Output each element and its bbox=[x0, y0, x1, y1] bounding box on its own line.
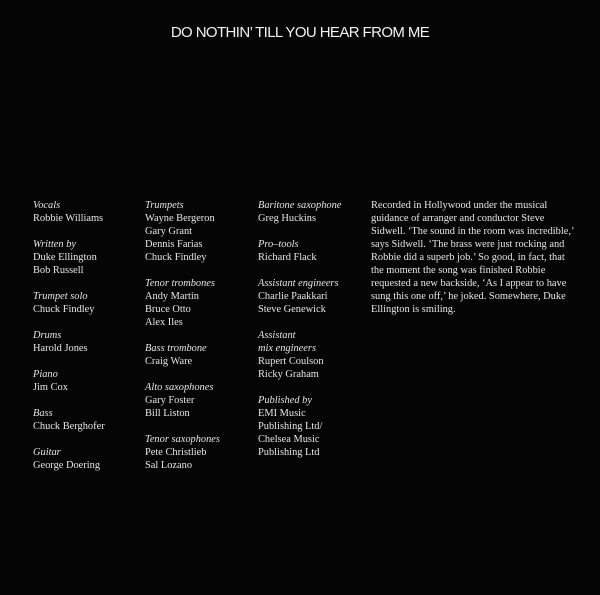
credit-role: Trumpets bbox=[145, 200, 184, 211]
credit-group bbox=[258, 277, 366, 316]
credit-group bbox=[33, 446, 133, 472]
credit-name: Steve Genewick bbox=[258, 304, 326, 315]
credit-role: Drums bbox=[33, 330, 62, 341]
credit-role: Alto saxophones bbox=[145, 382, 214, 393]
credit-name: Chelsea Music bbox=[258, 434, 320, 445]
credit-name: Bruce Otto bbox=[145, 304, 191, 315]
liner-notes-paragraph bbox=[371, 199, 576, 316]
paragraph-line: sung this one off,’ he joked. Somewhere, Duke bbox=[371, 291, 566, 302]
paragraph-line: says Sidwell. ‘The brass were just rocking and bbox=[371, 239, 565, 250]
paragraph-line: the moment the song was finished Robbie bbox=[371, 265, 546, 276]
credit-name: Bob Russell bbox=[33, 265, 84, 276]
credit-name: Sal Lozano bbox=[145, 460, 193, 471]
paragraph-line: Recorded in Hollywood under the musical bbox=[371, 200, 548, 211]
credit-role: Tenor trombones bbox=[145, 278, 215, 289]
credit-role: Vocals bbox=[33, 200, 61, 211]
credit-name: EMI Music bbox=[258, 408, 306, 419]
credit-name: Charlie Paakkari bbox=[258, 291, 328, 302]
credit-name: Dennis Farias bbox=[145, 239, 203, 250]
credit-name: Bill Liston bbox=[145, 408, 190, 419]
credit-name: Craig Ware bbox=[145, 356, 193, 367]
credit-name: Greg Huckins bbox=[258, 213, 317, 224]
paragraph-line: guidance of arranger and conductor Steve bbox=[371, 213, 545, 224]
credit-name: Wayne Bergeron bbox=[145, 213, 215, 224]
credit-name: Publishing Ltd/ bbox=[258, 421, 323, 432]
credit-group bbox=[258, 238, 366, 264]
credit-name: Gary Grant bbox=[145, 226, 193, 237]
credit-group bbox=[145, 433, 253, 472]
paragraph-line: Ellington is smiling. bbox=[371, 304, 456, 315]
paragraph-line: Sidwell. ‘The sound in the room was incredible,’ bbox=[371, 226, 575, 237]
credit-role: Bass trombone bbox=[145, 343, 207, 354]
credit-role: Assistant engineers bbox=[258, 278, 339, 289]
credits-column-3 bbox=[258, 199, 366, 472]
credit-role: Tenor saxophones bbox=[145, 434, 220, 445]
credits-column-2 bbox=[145, 199, 253, 485]
credit-role: Published by bbox=[258, 395, 312, 406]
credit-role: Guitar bbox=[33, 447, 61, 458]
credit-group bbox=[145, 381, 253, 420]
credit-group bbox=[258, 329, 366, 381]
credit-group bbox=[145, 342, 253, 368]
credit-group bbox=[33, 238, 133, 277]
credit-group bbox=[258, 199, 366, 225]
credit-name: Jim Cox bbox=[33, 382, 68, 393]
credit-name: Publishing Ltd bbox=[258, 447, 320, 458]
credit-role-continued: mix engineers bbox=[258, 343, 316, 354]
credit-group bbox=[33, 368, 133, 394]
credit-name: Chuck Berghofer bbox=[33, 421, 105, 432]
credit-name: Ricky Graham bbox=[258, 369, 319, 380]
credit-group bbox=[33, 290, 133, 316]
credit-group bbox=[145, 277, 253, 329]
credit-name: Andy Martin bbox=[145, 291, 199, 302]
credit-role: Bass bbox=[33, 408, 53, 419]
credit-name: Rupert Coulson bbox=[258, 356, 324, 367]
credit-group bbox=[145, 199, 253, 264]
credit-group bbox=[33, 329, 133, 355]
liner-notes bbox=[371, 199, 576, 316]
credit-name: Duke Ellington bbox=[33, 252, 97, 263]
credit-name: Alex Iles bbox=[145, 317, 183, 328]
page-title: DO NOTHIN’ TILL YOU HEAR FROM ME bbox=[170, 24, 430, 41]
credit-name: George Doering bbox=[33, 460, 101, 471]
credit-group bbox=[33, 199, 133, 225]
credit-name: Chuck Findley bbox=[33, 304, 95, 315]
credit-name: Chuck Findley bbox=[145, 252, 207, 263]
credits-column-1 bbox=[33, 199, 133, 485]
paragraph-line: requested a new backside, ‘As I appear to have bbox=[371, 278, 567, 289]
credit-name: Pete Christlieb bbox=[145, 447, 207, 458]
credit-group bbox=[258, 394, 366, 459]
credit-role: Written by bbox=[33, 239, 76, 250]
credit-role: Assistant bbox=[258, 330, 296, 341]
credit-group bbox=[33, 407, 133, 433]
credit-role: Pro–tools bbox=[258, 239, 299, 250]
credit-name: Richard Flack bbox=[258, 252, 317, 263]
credit-role: Trumpet solo bbox=[33, 291, 88, 302]
paragraph-line: Robbie did a superb job.’ So good, in fact, that bbox=[371, 252, 565, 263]
credit-name: Harold Jones bbox=[33, 343, 88, 354]
credit-name: Gary Foster bbox=[145, 395, 195, 406]
credit-role: Piano bbox=[33, 369, 58, 380]
credit-role: Baritone saxophone bbox=[258, 200, 342, 211]
credit-name: Robbie Williams bbox=[33, 213, 104, 224]
